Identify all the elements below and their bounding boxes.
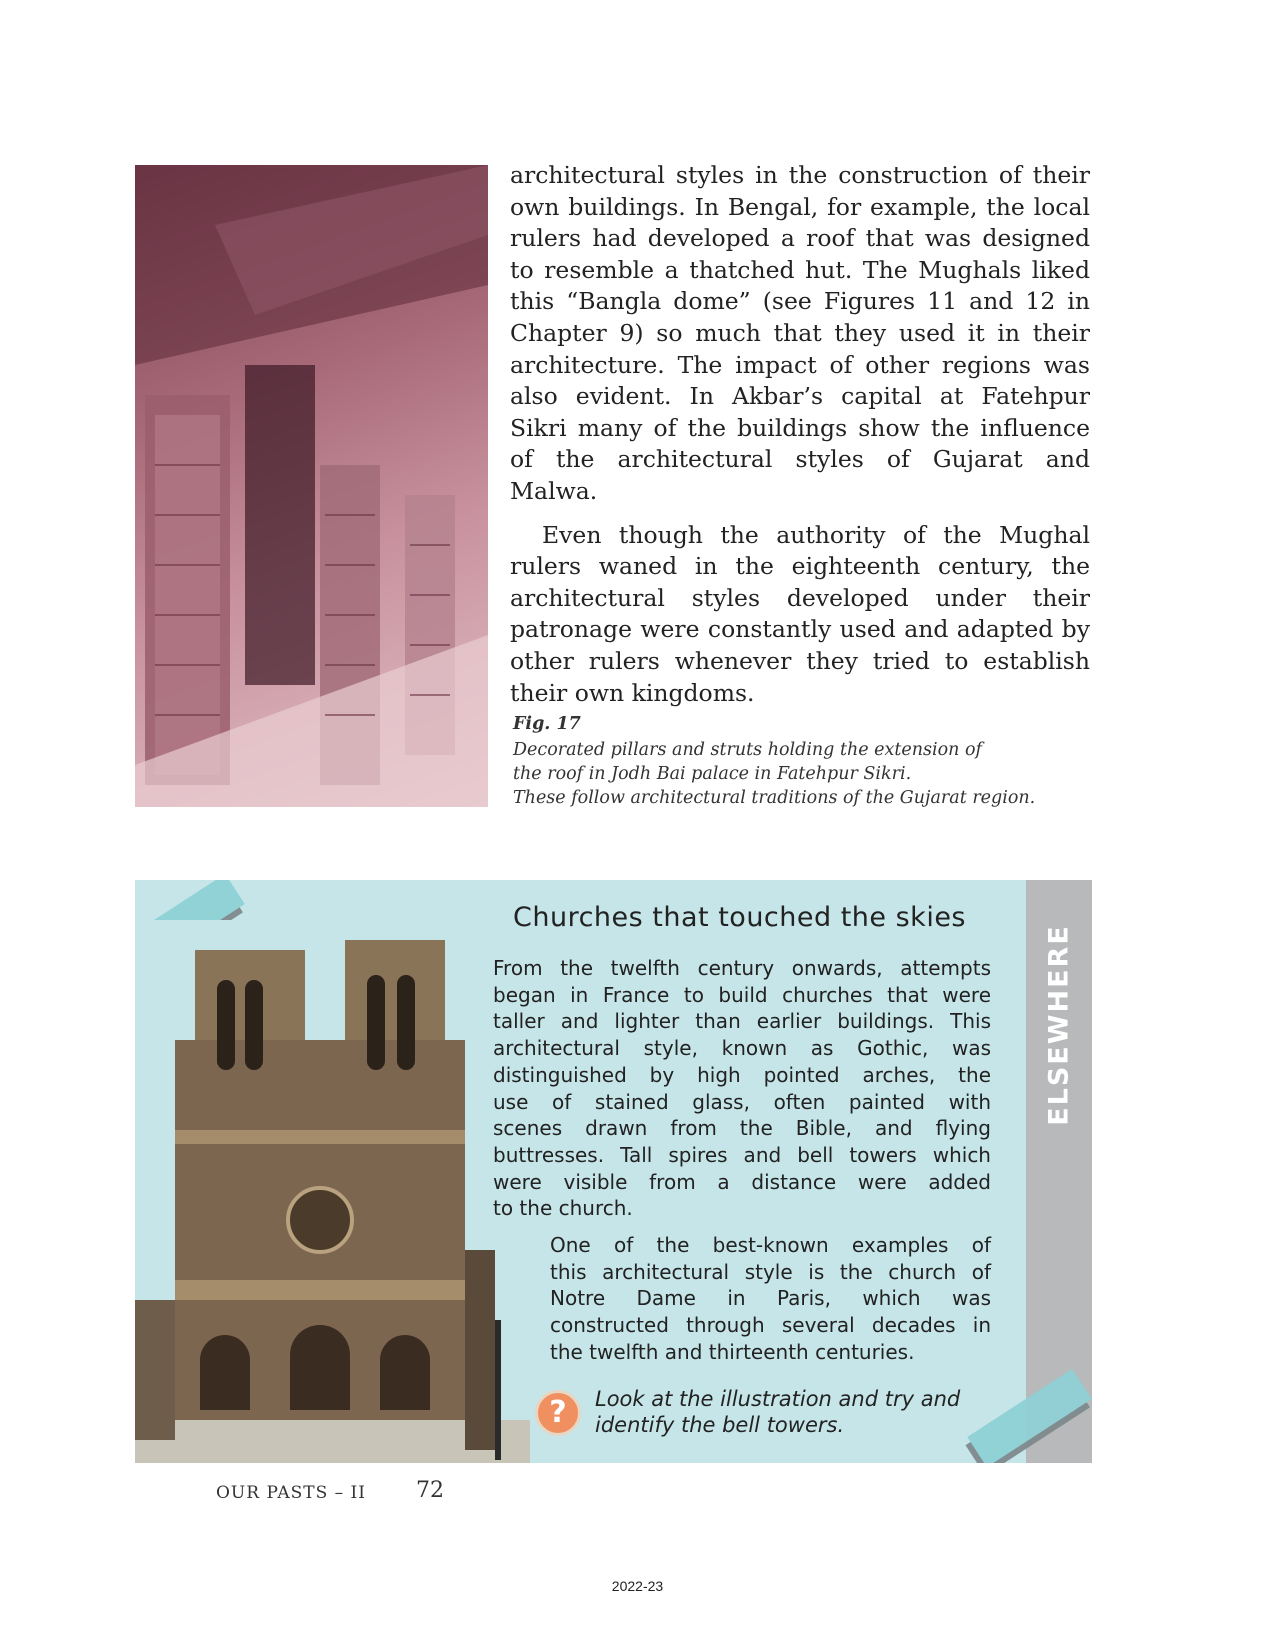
book-title: OUR PASTS – II [216, 1483, 366, 1503]
figure-caption [513, 712, 1093, 810]
box-text-line: were visible from a distance were added [493, 1169, 991, 1194]
fig17-photo-pillars [135, 165, 488, 807]
question-prompt [595, 1386, 1015, 1438]
question-line: Look at the illustration and try and [595, 1387, 961, 1411]
box-text-line: taller and lighter than earlier buildings. This [493, 1009, 991, 1034]
side-label: ELSEWHERE [1043, 924, 1075, 1126]
box-text-line: this architectural style is the church of [550, 1259, 991, 1284]
box-text-line: began in France to build churches that were [493, 982, 991, 1007]
edition-year: 2022-23 [611, 1578, 664, 1594]
paragraph-1: architectural styles in the construction of their own buildings. In Bengal, for example, the local rulers had developed a roof that was designed to resemble a thatched hut. The Mughals liked this “Bangla dome” (see Figures 11 and 12 in Chapter 9) so much that they used it in their architecture. The impact of other regions was also evident. In Akbar’s capital at Fatehpur Sikri many of the buildings show the influence of the architectural styles of Gujarat and Malwa. [510, 161, 1090, 505]
box-paragraph-1 [493, 955, 991, 1222]
box-paragraph-2 [550, 1232, 991, 1366]
page-number: 72 [416, 1478, 444, 1503]
box-text-line: From the twelfth century onwards, attempts [493, 956, 991, 980]
box-text-line: the twelfth and thirteenth centuries. [550, 1339, 915, 1364]
question-line: identify the bell towers. [595, 1413, 845, 1437]
box-title: Churches that touched the skies [513, 902, 966, 933]
notre-dame-photo [135, 920, 530, 1463]
paragraph-2: Even though the authority of the Mughal rulers waned in the eighteenth century, the architectural styles developed under their patronage were constantly used and adapted by other rulers whenever they tried to establish their own kingdoms. [510, 520, 1090, 707]
box-text-line: use of stained glass, often painted with [493, 1089, 991, 1114]
box-text-line: buttresses. Tall spires and bell towers which [493, 1142, 991, 1167]
main-text [510, 160, 1090, 721]
box-text-line: One of the best-known examples of [550, 1233, 991, 1257]
question-mark-icon: ? [535, 1390, 581, 1436]
side-label-bar [1026, 880, 1092, 1463]
box-text-line: constructed through several decades in [550, 1313, 991, 1338]
figure-label: Fig. 17 [513, 714, 581, 734]
caption-line: the roof in Jodh Bai palace in Fatehpur Sikri. [513, 764, 912, 784]
box-text-line: architectural style, known as Gothic, was [493, 1036, 991, 1061]
box-text-line: distinguished by high pointed arches, the [493, 1062, 991, 1087]
elsewhere-box [135, 880, 1092, 1463]
box-text-line: to the church. [493, 1196, 633, 1221]
caption-line: These follow architectural traditions of the Gujarat region. [513, 788, 1036, 808]
box-text-line: scenes drawn from the Bible, and flying [493, 1116, 991, 1141]
caption-line: Decorated pillars and struts holding the extension of [513, 740, 983, 760]
box-text-line: Notre Dame in Paris, which was [550, 1286, 991, 1311]
